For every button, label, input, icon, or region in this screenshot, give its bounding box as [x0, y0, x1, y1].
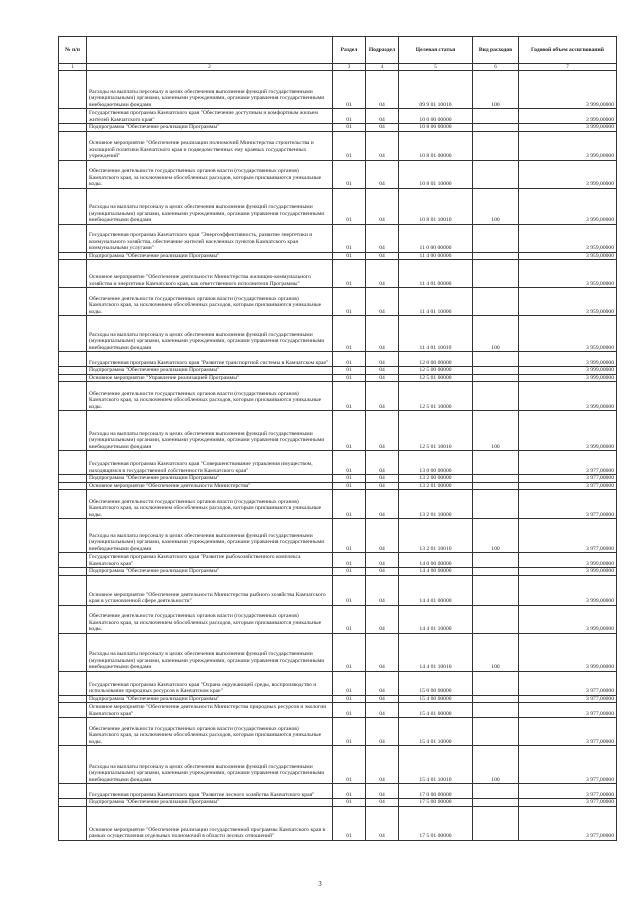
- num-cell: [59, 188, 87, 224]
- razdel-cell: 01: [333, 188, 366, 224]
- item-name: Расходы на выплаты персоналу в целях обеспечения выполнения функций государственными (муниципальными) органами, казенными учреждениями, органами управления государственными внебюджетными фондами: [87, 633, 333, 671]
- table-row: [59, 718, 617, 746]
- header-razdel: Раздел: [333, 37, 366, 64]
- vid-cell: [473, 695, 519, 703]
- podrazdel-cell: 04: [366, 224, 399, 252]
- podrazdel-cell: 04: [366, 124, 399, 132]
- table-row: [59, 124, 617, 132]
- podrazdel-cell: 04: [366, 288, 399, 316]
- item-name: Основное мероприятие "Обеспечение деятельности Министерства природных ресурсов и экологии Камчатского края": [87, 703, 333, 718]
- razdel-cell: 01: [333, 806, 366, 840]
- vid-cell: [473, 671, 519, 695]
- num-cell: [59, 718, 87, 746]
- num-cell: [59, 252, 87, 260]
- vid-cell: [473, 252, 519, 260]
- article-cell: 14 4 00 00000: [399, 568, 473, 576]
- vid-cell: [473, 605, 519, 633]
- article-cell: 12 5 01 10000: [399, 382, 473, 411]
- amount-cell: 3 999,00000: [519, 109, 617, 124]
- podrazdel-cell: 04: [366, 260, 399, 288]
- item-name: Государственная программа Камчатского края "Совершенствование управления имуществом, находящимся в государственной собственности Камчатского края": [87, 451, 333, 475]
- razdel-cell: 01: [333, 131, 366, 160]
- vid-cell: [473, 124, 519, 132]
- column-index: 5: [399, 64, 473, 71]
- amount-cell: 3 999,00000: [519, 71, 617, 109]
- table-body: [59, 71, 617, 841]
- num-cell: [59, 224, 87, 252]
- num-cell: [59, 633, 87, 671]
- table-row: [59, 382, 617, 411]
- podrazdel-cell: 04: [366, 160, 399, 188]
- num-cell: [59, 382, 87, 411]
- razdel-cell: 01: [333, 451, 366, 475]
- table-row: [59, 671, 617, 695]
- podrazdel-cell: 04: [366, 695, 399, 703]
- razdel-cell: 01: [333, 352, 366, 367]
- podrazdel-cell: 04: [366, 746, 399, 784]
- amount-cell: 3 977,00000: [519, 746, 617, 784]
- num-cell: [59, 519, 87, 553]
- article-cell: 11 4 01 10010: [399, 316, 473, 352]
- amount-cell: 3 999,00000: [519, 382, 617, 411]
- table-row: [59, 374, 617, 382]
- amount-cell: 3 959,00000: [519, 288, 617, 316]
- article-cell: 11 4 01 10000: [399, 288, 473, 316]
- razdel-cell: 01: [333, 718, 366, 746]
- razdel-cell: 01: [333, 703, 366, 718]
- amount-cell: 3 977,00000: [519, 475, 617, 483]
- article-cell: 17 0 00 00000: [399, 784, 473, 799]
- article-cell: 10 0 00 00000: [399, 109, 473, 124]
- amount-cell: 3 977,00000: [519, 799, 617, 807]
- table-row: [59, 475, 617, 483]
- razdel-cell: 01: [333, 799, 366, 807]
- item-name: Расходы на выплаты персоналу в целях обеспечения выполнения функций государственными (муниципальными) органами, казенными учреждениями, органами управления государственными внебюджетными фондами: [87, 188, 333, 224]
- num-cell: [59, 490, 87, 519]
- article-cell: 10 8 01 10000: [399, 160, 473, 188]
- podrazdel-cell: 04: [366, 490, 399, 519]
- item-name: Подпрограмма "Обеспечение реализации Программы": [87, 475, 333, 483]
- item-name: Основное мероприятие "Обеспечение деятельности Министерства": [87, 482, 333, 490]
- num-cell: [59, 367, 87, 375]
- column-index: 7: [519, 64, 617, 71]
- razdel-cell: 01: [333, 124, 366, 132]
- column-index: 2: [87, 64, 333, 71]
- table-row: [59, 605, 617, 633]
- podrazdel-cell: 04: [366, 316, 399, 352]
- razdel-cell: 01: [333, 260, 366, 288]
- item-name: Обеспечение деятельности государственных органов власти (государственных органов) Камчатского края, за исключением обособленных расходов, которым присваиваются уникальные коды.: [87, 288, 333, 316]
- table-row: [59, 451, 617, 475]
- num-cell: [59, 71, 87, 109]
- header-podrazdel: Подраздел: [366, 37, 399, 64]
- item-name: Обеспечение деятельности государственных органов власти (государственных органов) Камчатского края, за исключением обособленных расходов, которым присваиваются уникальные коды.: [87, 605, 333, 633]
- item-name: Подпрограмма "Обеспечение реализации Программы": [87, 252, 333, 260]
- amount-cell: 3 977,00000: [519, 695, 617, 703]
- article-cell: 15 0 00 00000: [399, 671, 473, 695]
- amount-cell: 3 999,00000: [519, 605, 617, 633]
- podrazdel-cell: 04: [366, 451, 399, 475]
- table-row: [59, 799, 617, 807]
- article-cell: 14 4 01 10010: [399, 633, 473, 671]
- razdel-cell: 01: [333, 575, 366, 605]
- vid-cell: [473, 482, 519, 490]
- num-cell: [59, 288, 87, 316]
- amount-cell: 3 999,00000: [519, 188, 617, 224]
- vid-cell: [473, 553, 519, 568]
- num-cell: [59, 374, 87, 382]
- article-cell: 15 4 01 00000: [399, 703, 473, 718]
- article-cell: 10 8 01 10010: [399, 188, 473, 224]
- amount-cell: 3 977,00000: [519, 671, 617, 695]
- num-cell: [59, 131, 87, 160]
- vid-cell: [473, 382, 519, 411]
- table-row: [59, 252, 617, 260]
- table-row: [59, 490, 617, 519]
- vid-cell: 100: [473, 316, 519, 352]
- podrazdel-cell: 04: [366, 382, 399, 411]
- table-header-row: [59, 37, 617, 64]
- podrazdel-cell: 04: [366, 482, 399, 490]
- amount-cell: 3 999,00000: [519, 633, 617, 671]
- table-row: [59, 695, 617, 703]
- num-cell: [59, 260, 87, 288]
- vid-cell: [473, 799, 519, 807]
- razdel-cell: 01: [333, 695, 366, 703]
- podrazdel-cell: 04: [366, 71, 399, 109]
- article-cell: 12 0 00 00000: [399, 352, 473, 367]
- num-cell: [59, 575, 87, 605]
- article-cell: 15 4 00 00000: [399, 695, 473, 703]
- podrazdel-cell: 04: [366, 374, 399, 382]
- table-row: [59, 519, 617, 553]
- article-cell: 11 0 00 00000: [399, 224, 473, 252]
- amount-cell: 3 977,00000: [519, 784, 617, 799]
- article-cell: 12 5 00 00000: [399, 367, 473, 375]
- amount-cell: 3 977,00000: [519, 703, 617, 718]
- vid-cell: 100: [473, 71, 519, 109]
- table-row: [59, 633, 617, 671]
- item-name: Подпрограмма "Обеспечение реализации Программы": [87, 124, 333, 132]
- num-cell: [59, 475, 87, 483]
- vid-cell: 100: [473, 746, 519, 784]
- amount-cell: 3 959,00000: [519, 316, 617, 352]
- table-row: [59, 288, 617, 316]
- item-name: Расходы на выплаты персоналу в целях обеспечения выполнения функций государственными (муниципальными) органами, казенными учреждениями, органами управления государственными внебюджетными фондами: [87, 71, 333, 109]
- page-number: 3: [318, 880, 322, 888]
- item-name: Государственная программа Камчатского края "Развитие лесного хозяйства Камчатского края": [87, 784, 333, 799]
- num-cell: [59, 451, 87, 475]
- vid-cell: 100: [473, 633, 519, 671]
- num-cell: [59, 695, 87, 703]
- column-index: 3: [333, 64, 366, 71]
- vid-cell: [473, 224, 519, 252]
- vid-cell: [473, 475, 519, 483]
- item-name: Обеспечение деятельности государственных органов власти (государственных органов) Камчатского края, за исключением обособленных расходов, которым присваиваются уникальные коды.: [87, 490, 333, 519]
- podrazdel-cell: 04: [366, 367, 399, 375]
- vid-cell: [473, 451, 519, 475]
- table-row: [59, 703, 617, 718]
- amount-cell: 3 999,00000: [519, 124, 617, 132]
- podrazdel-cell: 04: [366, 411, 399, 451]
- razdel-cell: 01: [333, 288, 366, 316]
- num-cell: [59, 316, 87, 352]
- podrazdel-cell: 04: [366, 131, 399, 160]
- razdel-cell: 01: [333, 224, 366, 252]
- vid-cell: [473, 352, 519, 367]
- num-cell: [59, 799, 87, 807]
- article-cell: 13 2 01 10010: [399, 519, 473, 553]
- podrazdel-cell: 04: [366, 703, 399, 718]
- podrazdel-cell: 04: [366, 605, 399, 633]
- item-name: Подпрограмма "Обеспечение реализации Программы": [87, 367, 333, 375]
- item-name: Государственная программа Камчатского края "Развитие рыбохозяйственного комплекса Камчатского края": [87, 553, 333, 568]
- amount-cell: 3 999,00000: [519, 411, 617, 451]
- table-row: [59, 188, 617, 224]
- table-row: [59, 131, 617, 160]
- column-index-row: [59, 64, 617, 71]
- podrazdel-cell: 04: [366, 519, 399, 553]
- table-row: [59, 784, 617, 799]
- article-cell: 12 5 01 10010: [399, 411, 473, 451]
- vid-cell: [473, 160, 519, 188]
- amount-cell: 3 977,00000: [519, 482, 617, 490]
- razdel-cell: 01: [333, 490, 366, 519]
- podrazdel-cell: 04: [366, 568, 399, 576]
- razdel-cell: 01: [333, 784, 366, 799]
- amount-cell: 3 999,00000: [519, 367, 617, 375]
- podrazdel-cell: 04: [366, 352, 399, 367]
- razdel-cell: 01: [333, 568, 366, 576]
- podrazdel-cell: 04: [366, 633, 399, 671]
- num-cell: [59, 109, 87, 124]
- vid-cell: [473, 568, 519, 576]
- num-cell: [59, 605, 87, 633]
- item-name: Подпрограмма "Обеспечение реализации Программы": [87, 695, 333, 703]
- vid-cell: 100: [473, 188, 519, 224]
- num-cell: [59, 568, 87, 576]
- amount-cell: 3 999,00000: [519, 575, 617, 605]
- razdel-cell: 01: [333, 382, 366, 411]
- table-row: [59, 411, 617, 451]
- item-name: Расходы на выплаты персоналу в целях обеспечения выполнения функций государственными (муниципальными) органами, казенными учреждениями, органами управления государственными внебюджетными фондами: [87, 746, 333, 784]
- article-cell: 17 5 01 00000: [399, 806, 473, 840]
- num-cell: [59, 784, 87, 799]
- podrazdel-cell: 04: [366, 806, 399, 840]
- amount-cell: 3 999,00000: [519, 352, 617, 367]
- razdel-cell: 01: [333, 367, 366, 375]
- item-name: Основное мероприятие "Обеспечение реализации полномочий Министерства строительства и жилищной политики Камчатского края и подведомственных ему краевых государственных учреждений": [87, 131, 333, 160]
- vid-cell: 100: [473, 519, 519, 553]
- item-name: Расходы на выплаты персоналу в целях обеспечения выполнения функций государственными (муниципальными) органами, казенными учреждениями, органами управления государственными внебюджетными фондами: [87, 411, 333, 451]
- num-cell: [59, 411, 87, 451]
- table-row: [59, 260, 617, 288]
- amount-cell: 3 999,00000: [519, 568, 617, 576]
- item-name: Государственная программа Камчатского края "Обеспечение доступным и комфортным жильем жителей Камчатского края": [87, 109, 333, 124]
- table-row: [59, 553, 617, 568]
- num-cell: [59, 553, 87, 568]
- table-row: [59, 352, 617, 367]
- article-cell: 11 4 01 00000: [399, 260, 473, 288]
- razdel-cell: 01: [333, 605, 366, 633]
- header-vid: Вид расходов: [473, 37, 519, 64]
- article-cell: 14 4 01 10000: [399, 605, 473, 633]
- item-name: Обеспечение деятельности государственных органов власти (государственных органов) Камчатского края, за исключением обособленных расходов, которым присваиваются уникальные коды.: [87, 718, 333, 746]
- num-cell: [59, 160, 87, 188]
- num-cell: [59, 352, 87, 367]
- num-cell: [59, 671, 87, 695]
- razdel-cell: 01: [333, 671, 366, 695]
- vid-cell: [473, 374, 519, 382]
- table-row: [59, 316, 617, 352]
- header-article: Целевая статья: [399, 37, 473, 64]
- article-cell: 12 5 01 00000: [399, 374, 473, 382]
- razdel-cell: 01: [333, 553, 366, 568]
- razdel-cell: 01: [333, 475, 366, 483]
- razdel-cell: 01: [333, 411, 366, 451]
- item-name: Расходы на выплаты персоналу в целях обеспечения выполнения функций государственными (муниципальными) органами, казенными учреждениями, органами управления государственными внебюджетными фондами: [87, 519, 333, 553]
- vid-cell: [473, 260, 519, 288]
- razdel-cell: 01: [333, 746, 366, 784]
- item-name: Основное мероприятие "Обеспечение деятельности Министерства рыбного хозяйства Камчатского края в установленной сфере деятельности": [87, 575, 333, 605]
- vid-cell: 100: [473, 411, 519, 451]
- amount-cell: 3 959,00000: [519, 260, 617, 288]
- vid-cell: [473, 288, 519, 316]
- item-name: Государственная программа Камчатского края "Развитие транспортной системы в Камчатском крае": [87, 352, 333, 367]
- amount-cell: 3 977,00000: [519, 718, 617, 746]
- vid-cell: [473, 784, 519, 799]
- vid-cell: [473, 109, 519, 124]
- num-cell: [59, 482, 87, 490]
- article-cell: 13 2 01 10000: [399, 490, 473, 519]
- item-name: Подпрограмма "Обеспечение реализации Программы": [87, 568, 333, 576]
- vid-cell: [473, 367, 519, 375]
- razdel-cell: 01: [333, 316, 366, 352]
- item-name: Государственная программа Камчатского края "Энергоэффективность, развитие энергетики и коммунального хозяйства, обеспечение жителей населенных пунктов Камчатского края коммунальными услугами": [87, 224, 333, 252]
- podrazdel-cell: 04: [366, 784, 399, 799]
- amount-cell: 3 999,00000: [519, 374, 617, 382]
- table-row: [59, 367, 617, 375]
- budget-table: [58, 36, 617, 841]
- amount-cell: 3 977,00000: [519, 519, 617, 553]
- article-cell: 13 2 01 00000: [399, 482, 473, 490]
- table-row: [59, 482, 617, 490]
- razdel-cell: 01: [333, 109, 366, 124]
- article-cell: 15 4 01 10000: [399, 718, 473, 746]
- amount-cell: 3 977,00000: [519, 490, 617, 519]
- item-name: Основное мероприятие "Обеспечение деятельности Министерства жилищно-коммунального хозяйства и энергетики Камчатского края, как ответственного исполнителя Программы": [87, 260, 333, 288]
- article-cell: 13 2 00 00000: [399, 475, 473, 483]
- vid-cell: [473, 490, 519, 519]
- num-cell: [59, 806, 87, 840]
- amount-cell: 3 999,00000: [519, 160, 617, 188]
- podrazdel-cell: 04: [366, 109, 399, 124]
- num-cell: [59, 703, 87, 718]
- table-row: [59, 71, 617, 109]
- header-amount: Годовой объем ассигнований: [519, 37, 617, 64]
- razdel-cell: 01: [333, 633, 366, 671]
- header-name: [87, 37, 333, 64]
- vid-cell: [473, 718, 519, 746]
- vid-cell: [473, 575, 519, 605]
- article-cell: 13 0 00 00000: [399, 451, 473, 475]
- podrazdel-cell: 04: [366, 799, 399, 807]
- amount-cell: 3 999,00000: [519, 131, 617, 160]
- podrazdel-cell: 04: [366, 718, 399, 746]
- item-name: Основное мероприятие "Обеспечение реализации государственной программы Камчатского края в рамках осуществления отдельных полномочий в области лесных отношений": [87, 806, 333, 840]
- item-name: Обеспечение деятельности государственных органов власти (государственных органов) Камчатского края, за исключением обособленных расходов, которым присваиваются уникальные коды.: [87, 382, 333, 411]
- vid-cell: [473, 131, 519, 160]
- razdel-cell: 01: [333, 482, 366, 490]
- item-name: Государственная программа Камчатского края "Охрана окружающей среды, воспроизводство и использование природных ресурсов в Камчатском крае": [87, 671, 333, 695]
- item-name: Подпрограмма "Обеспечение реализации Программы": [87, 799, 333, 807]
- article-cell: 17 5 00 00000: [399, 799, 473, 807]
- num-cell: [59, 746, 87, 784]
- podrazdel-cell: 04: [366, 475, 399, 483]
- podrazdel-cell: 04: [366, 671, 399, 695]
- header-num: № п/п: [59, 37, 87, 64]
- vid-cell: [473, 703, 519, 718]
- item-name: Расходы на выплаты персоналу в целях обеспечения выполнения функций государственными (муниципальными) органами, казенными учреждениями, органами управления государственными внебюджетными фондами: [87, 316, 333, 352]
- razdel-cell: 01: [333, 252, 366, 260]
- table-row: [59, 575, 617, 605]
- podrazdel-cell: 04: [366, 252, 399, 260]
- article-cell: 10 8 00 00000: [399, 124, 473, 132]
- table-row: [59, 806, 617, 840]
- razdel-cell: 01: [333, 71, 366, 109]
- amount-cell: 3 959,00000: [519, 224, 617, 252]
- amount-cell: 3 977,00000: [519, 451, 617, 475]
- table-row: [59, 224, 617, 252]
- article-cell: 10 8 01 00000: [399, 131, 473, 160]
- amount-cell: 3 959,00000: [519, 252, 617, 260]
- article-cell: 14 4 01 00000: [399, 575, 473, 605]
- podrazdel-cell: 04: [366, 575, 399, 605]
- article-cell: 09 9 01 10010: [399, 71, 473, 109]
- num-cell: [59, 124, 87, 132]
- table-row: [59, 746, 617, 784]
- amount-cell: 3 999,00000: [519, 553, 617, 568]
- article-cell: 11 4 00 00000: [399, 252, 473, 260]
- column-index: 4: [366, 64, 399, 71]
- table-row: [59, 160, 617, 188]
- item-name: Основное мероприятие "Управление реализацией Программы": [87, 374, 333, 382]
- razdel-cell: 01: [333, 374, 366, 382]
- table-row: [59, 109, 617, 124]
- razdel-cell: 01: [333, 519, 366, 553]
- column-index: 6: [473, 64, 519, 71]
- podrazdel-cell: 04: [366, 188, 399, 224]
- item-name: Обеспечение деятельности государственных органов власти (государственных органов) Камчатского края, за исключением обособленных расходов, которым присваиваются уникальные коды.: [87, 160, 333, 188]
- podrazdel-cell: 04: [366, 553, 399, 568]
- table-row: [59, 568, 617, 576]
- article-cell: 14 0 00 00000: [399, 553, 473, 568]
- article-cell: 15 4 01 10010: [399, 746, 473, 784]
- amount-cell: 3 977,00000: [519, 806, 617, 840]
- column-index: 1: [59, 64, 87, 71]
- vid-cell: [473, 806, 519, 840]
- razdel-cell: 01: [333, 160, 366, 188]
